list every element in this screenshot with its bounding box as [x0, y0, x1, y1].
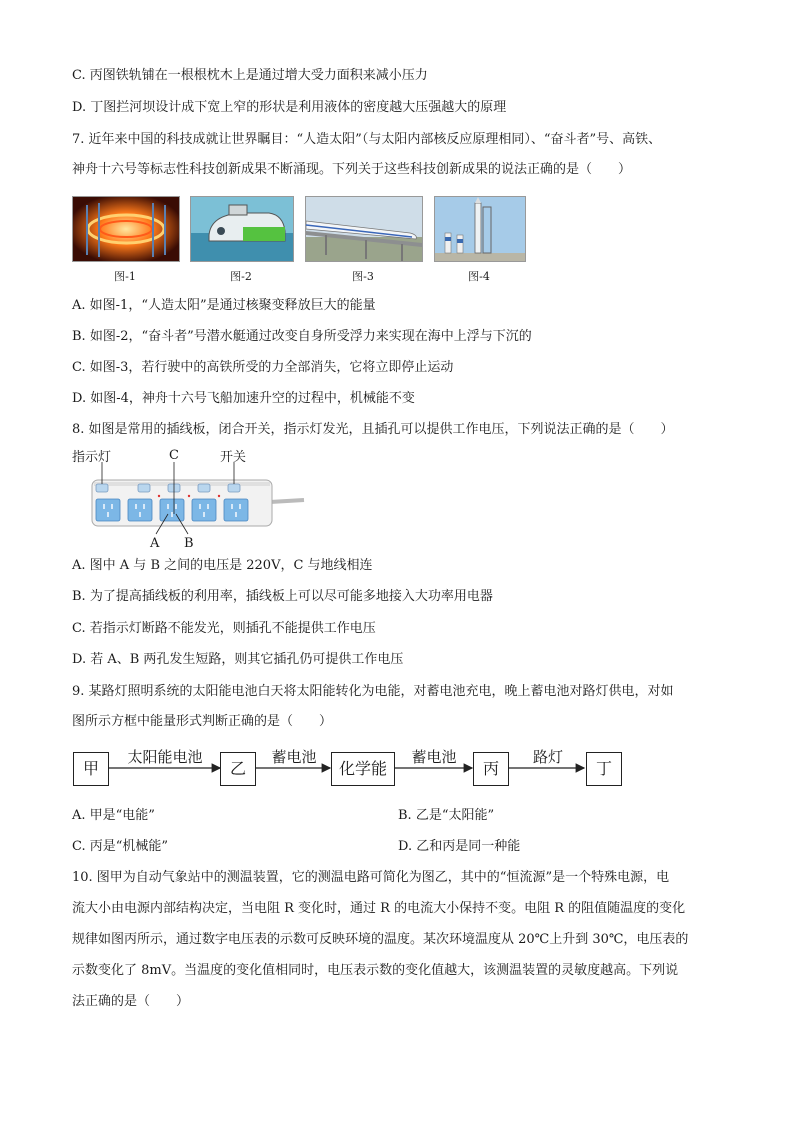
- q7-option-d: D. 如图-4，神舟十六号飞船加速升空的过程中，机械能不变: [72, 391, 415, 406]
- socket-hole-c-label: C: [169, 448, 179, 463]
- figure-1-artificial-sun-image: [72, 196, 180, 262]
- q6-option-d: D. 丁图拦河坝设计成下宽上窄的形状是利用液体的密度越大压强越大的原理: [72, 100, 507, 115]
- q9-option-b: B. 乙是“太阳能”: [398, 808, 495, 823]
- q10-stem-line4: 示数变化了 8mV。当温度的变化值相同时，电压表示数的变化值越大，该测温装置的灵敏度越高。下列说: [72, 963, 679, 978]
- q9-stem-line2: 图所示方框中能量形式判断正确的是（ ）: [72, 714, 333, 729]
- figure-2-caption: 图-2: [230, 270, 252, 283]
- q8-stem: 8. 如图是常用的插线板，闭合开关，指示灯发光，且插孔可以提供工作电压，下列说法正确的是（ ）: [72, 422, 674, 437]
- figure-3-caption: 图-3: [352, 270, 374, 283]
- q7-option-c: C. 如图-3，若行驶中的高铁所受的力全部消失，它将立即停止运动: [72, 360, 454, 375]
- flow-arrow-label-battery-2: 蓄电池: [411, 748, 457, 766]
- socket-hole-b-label: B: [184, 536, 194, 551]
- flow-box-ding: 丁: [586, 752, 622, 786]
- q7-option-b: B. 如图-2，“奋斗者”号潜水艇通过改变自身所受浮力来实现在海中上浮与下沉的: [72, 329, 532, 344]
- q10-stem-line2: 流大小由电源内部结构决定，当电阻 R 变化时，通过 R 的电流大小保持不变。电阻 R 的阻值随温度的变化: [72, 901, 686, 916]
- figure-1-caption: 图-1: [114, 270, 136, 283]
- flow-box-jia: 甲: [73, 752, 109, 786]
- q8-option-c: C. 若指示灯断路不能发光，则插孔不能提供工作电压: [72, 621, 376, 636]
- q8-option-a: A. 图中 A 与 B 之间的电压是 220V，C 与地线相连: [72, 558, 373, 573]
- flow-box-bing: 丙: [473, 752, 509, 786]
- indicator-light-label: 指示灯: [72, 450, 112, 465]
- switch-label: 开关: [220, 450, 247, 465]
- flow-arrow-label-street-lamp: 路灯: [532, 748, 563, 766]
- q9-option-d: D. 乙和丙是同一种能: [398, 839, 521, 854]
- q9-option-a: A. 甲是“电能”: [72, 808, 155, 823]
- q10-stem-line5: 法正确的是（ ）: [72, 994, 190, 1009]
- figure-3-high-speed-train-image: [305, 196, 423, 262]
- flow-arrow-label-battery-1: 蓄电池: [271, 748, 317, 766]
- q9-option-c: C. 丙是“机械能”: [72, 839, 169, 854]
- q8-option-d: D. 若 A、B 两孔发生短路，则其它插孔仍可提供工作电压: [72, 652, 404, 667]
- figure-4-rocket-launch-image: [434, 196, 526, 262]
- q7-stem-line2: 神舟十六号等标志性科技创新成果不断涌现。下列关于这些科技创新成果的说法正确的是（ ）: [72, 162, 632, 177]
- flow-arrow-label-solar-cell: 太阳能电池: [127, 748, 203, 766]
- q10-stem-line1: 10. 图甲为自动气象站中的测温装置，它的测温电路可简化为图乙，其中的“恒流源”是一个特殊电源，电: [72, 870, 670, 885]
- flow-box-chemical-energy: 化学能: [331, 752, 395, 786]
- flow-box-yi: 乙: [220, 752, 256, 786]
- figure-4-caption: 图-4: [468, 270, 490, 283]
- q6-option-c: C. 丙图铁轨铺在一根根枕木上是通过增大受力面积来减小压力: [72, 68, 428, 83]
- figure-2-submersible-image: [190, 196, 294, 262]
- socket-hole-a-label: A: [150, 536, 160, 551]
- q8-option-b: B. 为了提高插线板的利用率，插线板上可以尽可能多地接入大功率用电器: [72, 589, 493, 604]
- q7-option-a: A. 如图-1，“人造太阳”是通过核聚变释放巨大的能量: [72, 298, 376, 313]
- q9-stem-line1: 9. 某路灯照明系统的太阳能电池白天将太阳能转化为电能，对蓄电池充电，晚上蓄电池对路灯供电，对如: [72, 684, 674, 699]
- q7-stem-line1: 7. 近年来中国的科技成就让世界瞩目：“人造太阳”（与太阳内部核反应原理相同）、“奋斗者”号、高铁、: [72, 132, 662, 147]
- q10-stem-line3: 规律如图丙所示，通过数字电压表的示数可反映环境的温度。某次环境温度从 20℃上升到 30℃，电压表的: [72, 932, 689, 947]
